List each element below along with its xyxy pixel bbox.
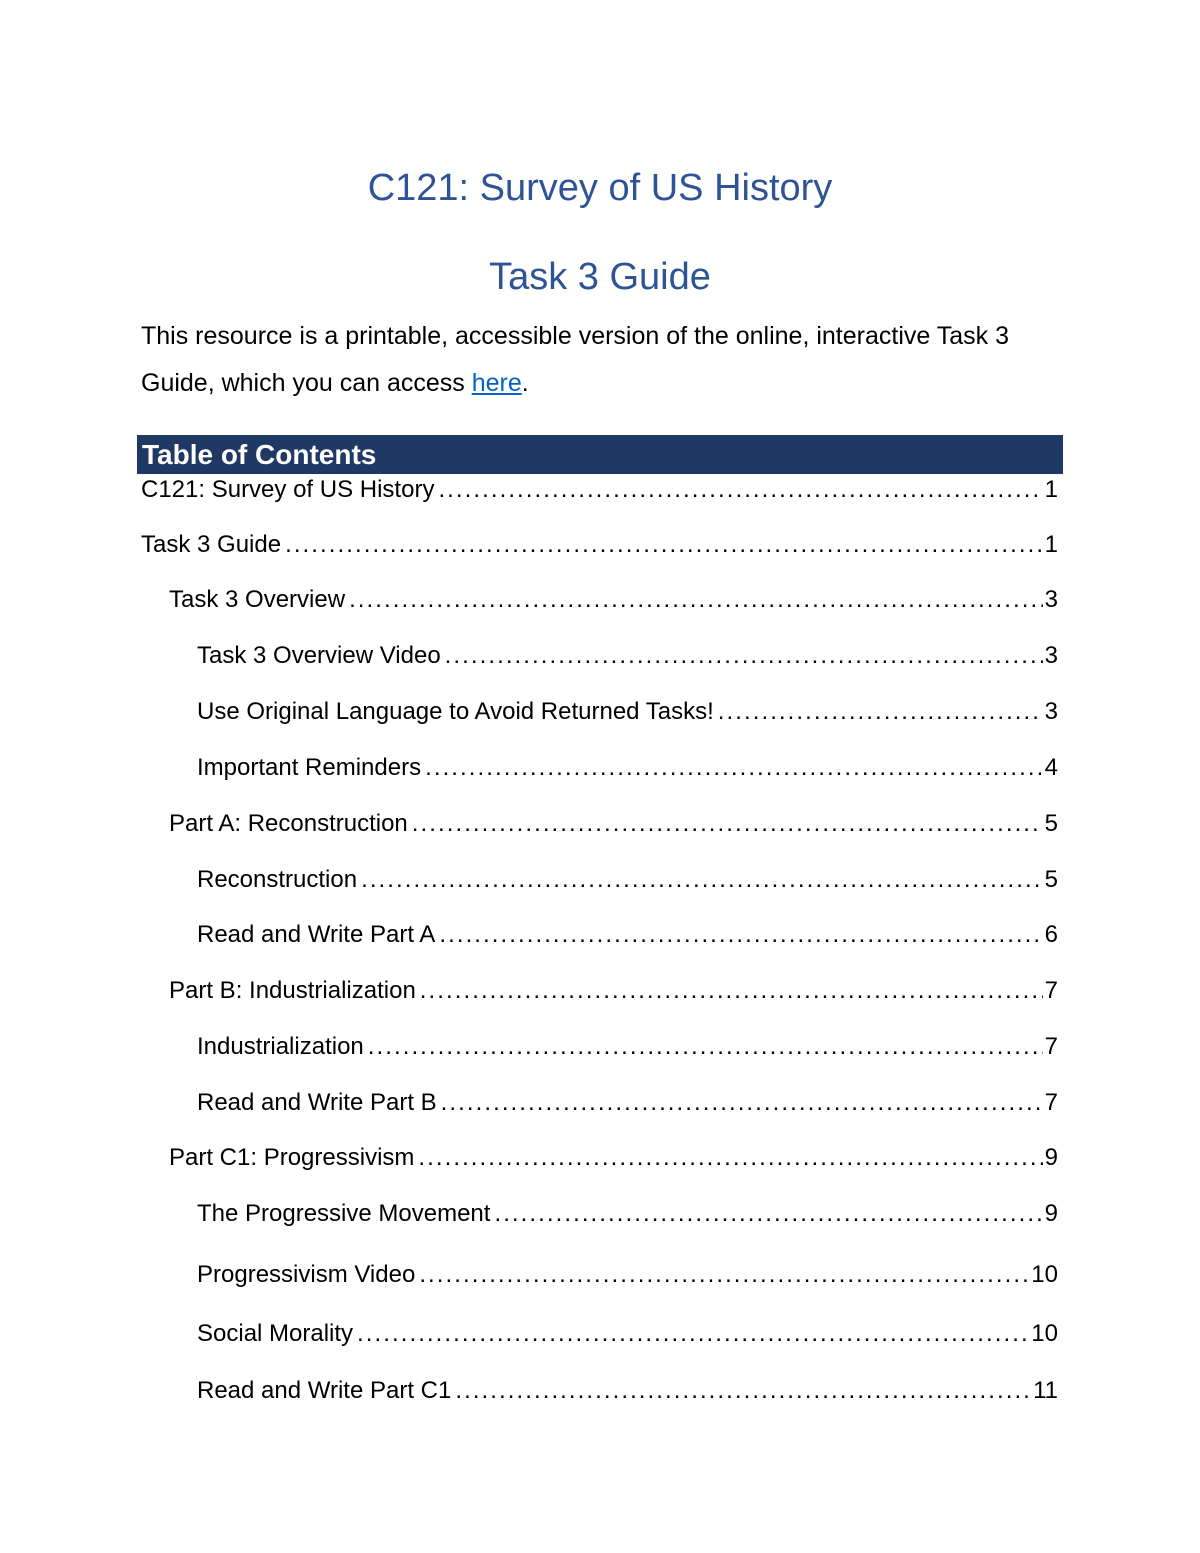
toc-entry-page: 10 — [1031, 1320, 1058, 1347]
toc-entry[interactable] — [197, 1198, 1058, 1230]
toc-entry[interactable] — [197, 1259, 1058, 1291]
toc-entry-label: Use Original Language to Avoid Returned Tasks! — [197, 698, 714, 725]
toc-leader — [445, 640, 1043, 672]
toc-entry-label: Read and Write Part C1 — [197, 1377, 452, 1404]
toc-entry[interactable] — [169, 1142, 1058, 1174]
toc-entry-page: 9 — [1044, 1200, 1058, 1227]
toc-entry-label: Read and Write Part B — [197, 1089, 437, 1116]
intro-end: . — [521, 369, 529, 397]
toc-entry-label: Part A: Reconstruction — [169, 810, 408, 837]
toc-leader — [455, 1375, 1031, 1407]
toc-entry[interactable] — [197, 640, 1058, 672]
toc-entry-page: 7 — [1044, 1089, 1058, 1116]
toc-entry-label: Task 3 Guide — [141, 531, 282, 558]
toc-entry-page: 11 — [1033, 1377, 1058, 1404]
toc-entry[interactable] — [141, 474, 1058, 506]
toc-leader — [357, 1318, 1029, 1350]
toc-leader — [441, 1087, 1043, 1119]
toc-leader — [438, 474, 1042, 506]
toc-entry-label: Industrialization — [197, 1033, 364, 1060]
toc-leader — [349, 584, 1043, 616]
toc-entry-page: 6 — [1044, 921, 1058, 948]
toc-leader — [718, 696, 1043, 728]
intro-link[interactable]: here — [471, 369, 522, 397]
toc-entry-page: 3 — [1044, 698, 1058, 725]
toc-entry-label: Social Morality — [197, 1320, 354, 1347]
intro-paragraph — [141, 313, 1071, 407]
toc-leader — [412, 808, 1043, 840]
toc-entry[interactable] — [169, 975, 1058, 1007]
toc-entry-label: Read and Write Part A — [197, 921, 436, 948]
toc-entry[interactable] — [197, 696, 1058, 728]
toc-entry-page: 7 — [1044, 1033, 1058, 1060]
toc-entry[interactable] — [169, 584, 1058, 616]
toc-entry-page: 10 — [1031, 1261, 1058, 1288]
toc-entry-label: Progressivism Video — [197, 1261, 416, 1288]
toc-entry-label: Task 3 Overview Video — [197, 642, 441, 669]
toc-leader — [494, 1198, 1042, 1230]
toc-entry-page: 1 — [1044, 476, 1058, 503]
toc-entry-page: 9 — [1044, 1144, 1058, 1171]
toc-entry[interactable] — [197, 864, 1058, 896]
toc-entry-page: 3 — [1044, 586, 1058, 613]
toc-entry-label: Reconstruction — [197, 866, 358, 893]
toc-entry-label: Task 3 Overview — [169, 586, 346, 613]
toc-entry-label: Part C1: Progressivism — [169, 1144, 415, 1171]
toc-entry-label: Part B: Industrialization — [169, 977, 416, 1004]
toc-entry-page: 1 — [1044, 531, 1058, 558]
toc-entry-page: 3 — [1044, 642, 1058, 669]
toc-leader — [425, 752, 1043, 784]
toc-entry[interactable] — [141, 529, 1058, 561]
toc-leader — [418, 1142, 1042, 1174]
document-title: C121: Survey of US History — [367, 167, 833, 209]
toc-entry[interactable] — [169, 808, 1058, 840]
toc-leader — [285, 529, 1043, 561]
toc-entry-page: 5 — [1044, 866, 1058, 893]
toc-entry[interactable] — [197, 1318, 1058, 1350]
toc-entry-page: 7 — [1044, 977, 1058, 1004]
toc-leader — [439, 919, 1042, 951]
toc-entry-label: Important Reminders — [197, 754, 422, 781]
toc-leader — [419, 1259, 1029, 1291]
toc-entry[interactable] — [197, 1031, 1058, 1063]
intro-text: This resource is a printable, accessible version of the online, interactive Task 3 Guide, which you can access — [141, 322, 1010, 397]
toc-leader — [361, 864, 1043, 896]
toc-leader — [368, 1031, 1043, 1063]
document-subtitle: Task 3 Guide — [489, 256, 711, 298]
toc-entry-page: 4 — [1044, 754, 1058, 781]
toc-entry-label: C121: Survey of US History — [141, 476, 435, 503]
toc-entry[interactable] — [197, 1375, 1058, 1407]
toc-entry[interactable] — [197, 1087, 1058, 1119]
toc-heading: Table of Contents — [137, 435, 1063, 474]
toc-entry-label: The Progressive Movement — [197, 1200, 491, 1227]
toc-leader — [420, 975, 1043, 1007]
toc-entry-page: 5 — [1044, 810, 1058, 837]
toc-entry[interactable] — [197, 752, 1058, 784]
toc-entry[interactable] — [197, 919, 1058, 951]
